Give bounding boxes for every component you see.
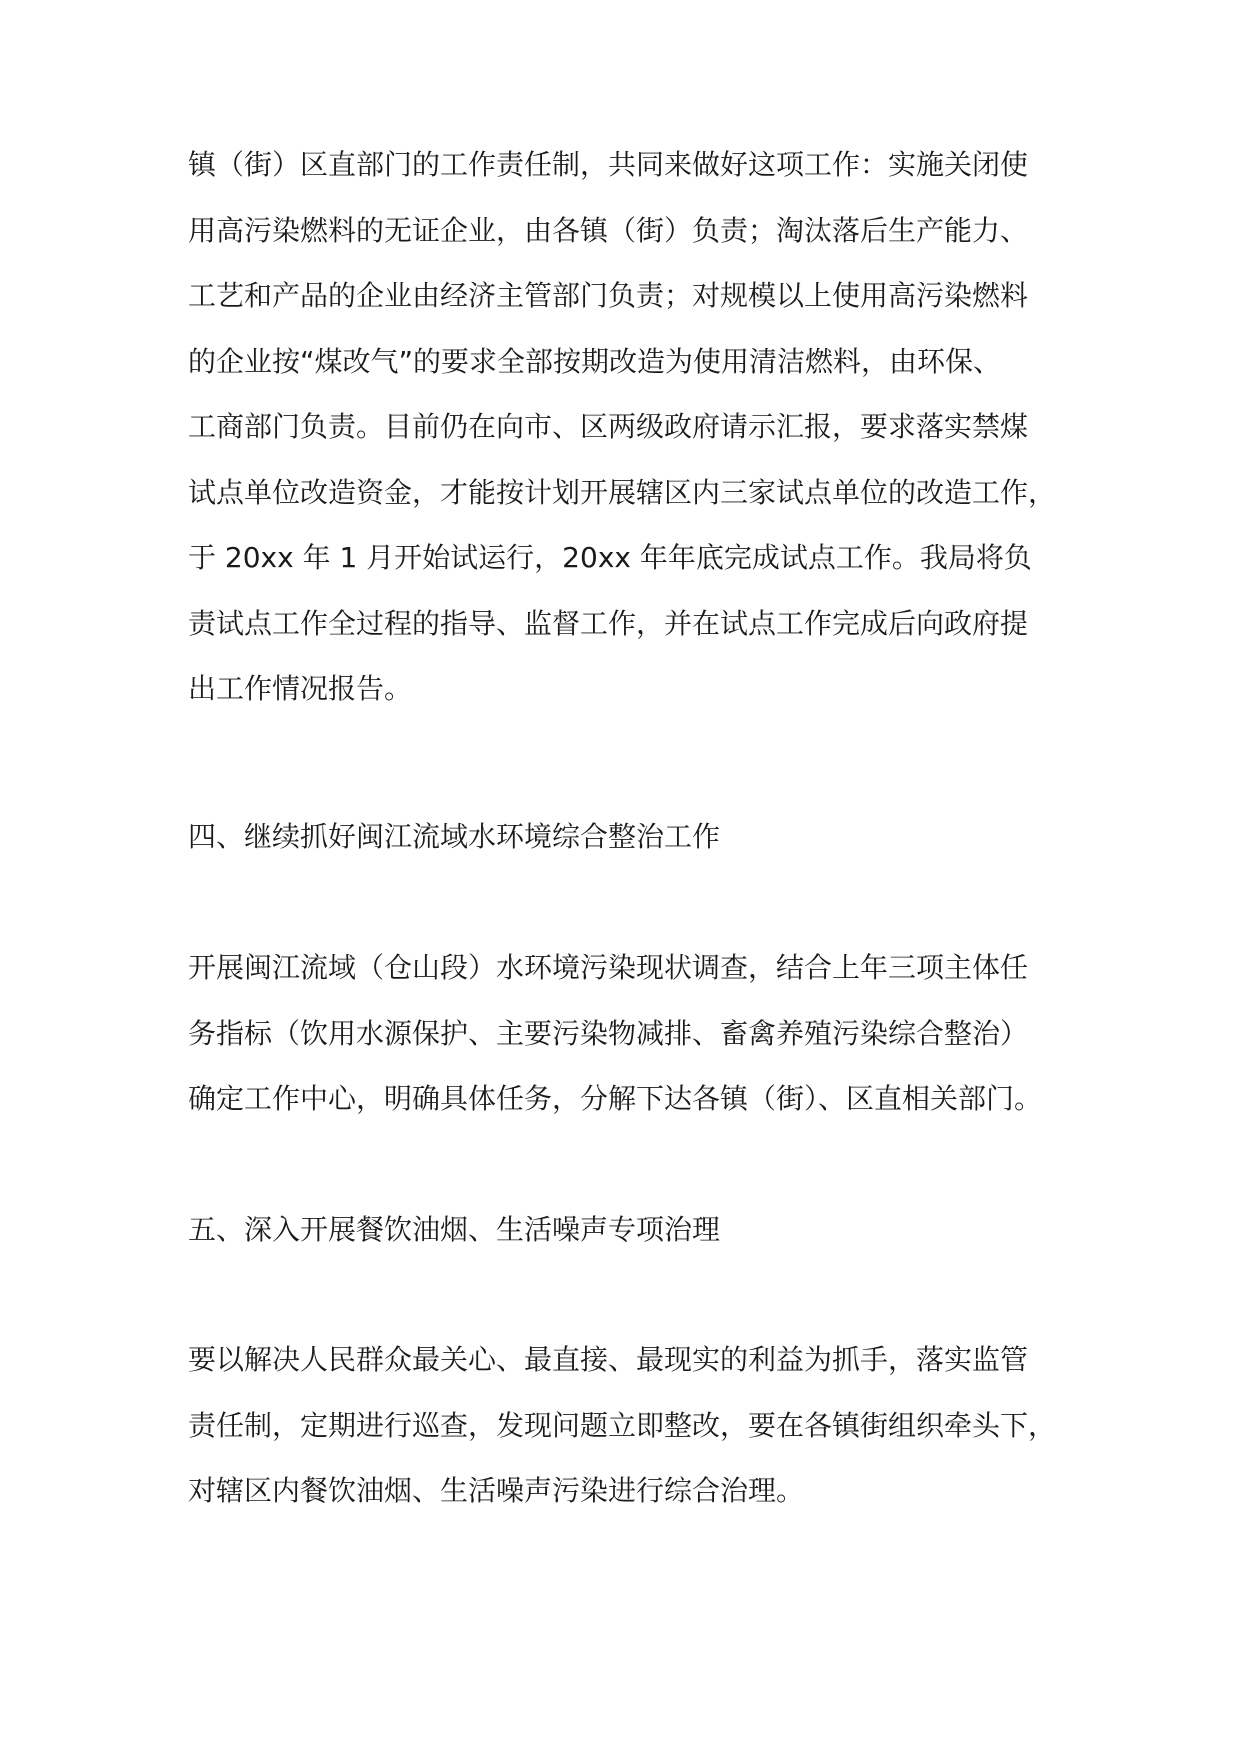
- paragraph-line: 开展闽江流域（仓山段）水环境污染现状调查，结合上年三项主体任: [188, 951, 1029, 984]
- paragraph-line: 镇（街）区直部门的工作责任制，共同来做好这项工作：实施关闭使: [188, 148, 1029, 181]
- paragraph-line: 工商部门负责。目前仍在向市、区两级政府请示汇报，要求落实禁煤: [188, 410, 1029, 443]
- section-heading-text: 五、深入开展餐饮油烟、生活噪声专项治理: [188, 1213, 721, 1246]
- paragraph-1: [188, 132, 1068, 722]
- paragraph-line: 确定工作中心，明确具体任务，分解下达各镇（街）、区直相关部门。: [188, 1082, 1043, 1115]
- paragraph-line: 出工作情况报告。: [188, 672, 413, 705]
- paragraph-line: 对辖区内餐饮油烟、生活噪声污染进行综合治理。: [188, 1474, 805, 1507]
- section-heading-5: [188, 1197, 1068, 1263]
- paragraph-line: 工艺和产品的企业由经济主管部门负责；对规模以上使用高污染燃料: [188, 279, 1029, 312]
- paragraph-line: 务指标（饮用水源保护、主要污染物减排、畜禽养殖污染综合整治）: [188, 1016, 1029, 1050]
- paragraph-line: 于 20xx 年 1 月开始试运行，20xx 年年底完成试点工作。我局将负: [188, 541, 1032, 574]
- paragraph-line: 的企业按“煤改气”的要求全部按期改造为使用清洁燃料，由环保、: [188, 344, 1002, 378]
- paragraph-2: [188, 935, 1068, 1132]
- section-heading-4: [188, 804, 1068, 870]
- paragraph-line: 用高污染燃料的无证企业，由各镇（街）负责；淘汰落后生产能力、: [188, 213, 1029, 247]
- paragraph-line: 责试点工作全过程的指导、监督工作，并在试点工作完成后向政府提: [188, 606, 1029, 640]
- paragraph-3: [188, 1327, 1068, 1524]
- paragraph-line: 责任制，定期进行巡查，发现问题立即整改，要在各镇街组织牵头下，: [188, 1408, 1057, 1442]
- section-heading-text: 四、继续抓好闽江流域水环境综合整治工作: [188, 820, 721, 853]
- paragraph-line: 要以解决人民群众最关心、最直接、最现实的利益为抓手，落实监管: [188, 1343, 1029, 1376]
- paragraph-line: 试点单位改造资金，才能按计划开展辖区内三家试点单位的改造工作，: [188, 475, 1057, 509]
